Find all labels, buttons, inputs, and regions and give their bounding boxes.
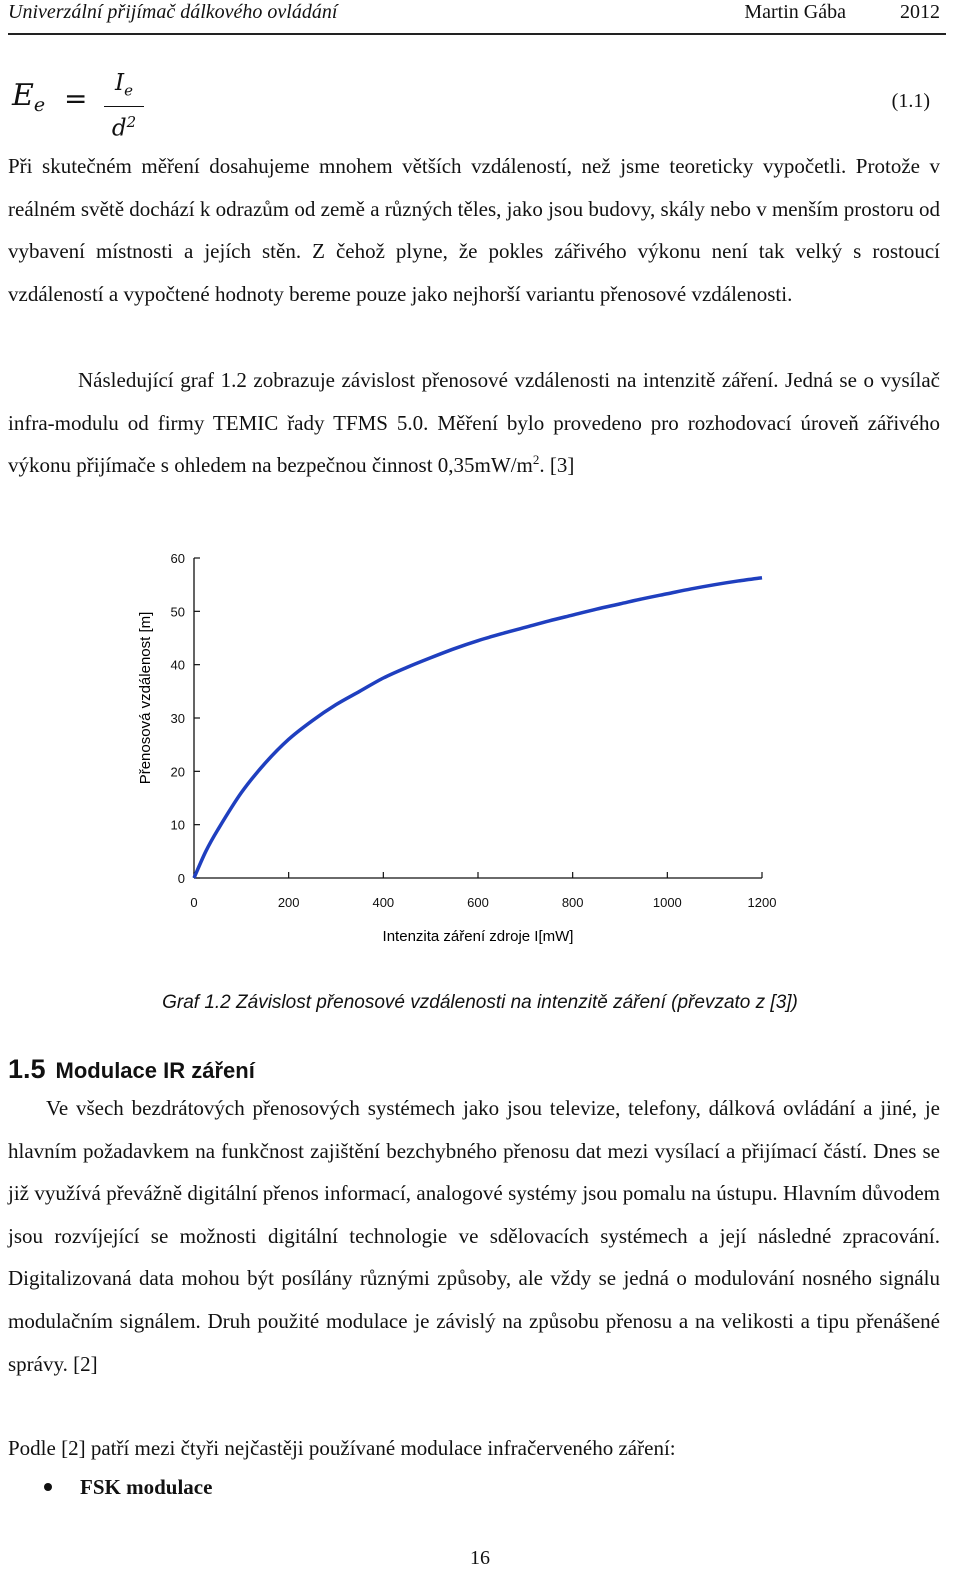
figure-caption: Graf 1.2 Závislost přenosové vzdálenosti na intenzitě záření (převzato z [3]) (162, 992, 798, 1013)
paragraph-1: Při skutečném měření dosahujeme mnohem větších vzdáleností, než jsme teoreticky vypočetli. Protože v reálném světě dochází k odrazům od země a různých těles, jako jsou budovy, skály nebo v menším prostoru od vybavení místnosti a jejích stěn. Z čehož plyne, že pokles zářivého výkonu není tak velký s rostoucí vzdáleností a vypočtené hodnoty bereme pouze jako nejhorší variantu přenosové vzdálenosti. (8, 154, 940, 306)
header-author: Martin Gába (744, 1, 846, 23)
x-tick-label: 200 (277, 895, 300, 910)
list-item: FSK modulace (44, 1475, 212, 1500)
header-title: Univerzální přijímač dálkového ovládání (8, 1, 338, 23)
bullet-icon (44, 1483, 52, 1491)
distance-vs-intensity-chart (130, 545, 830, 965)
section-title: Modulace IR záření (55, 1058, 255, 1083)
x-tick-label: 400 (372, 895, 395, 910)
chart-ticks (171, 551, 777, 910)
chart-series-line (194, 578, 762, 878)
equation-fraction: $\frac{I_e}{d^2}$ (104, 68, 144, 143)
y-tick-label: 30 (170, 711, 185, 726)
equation-1-1 (12, 68, 946, 142)
section-heading (8, 1054, 255, 1085)
y-tick-label: 10 (170, 817, 185, 833)
section-number: 1.5 (8, 1054, 46, 1084)
page-number: 16 (470, 1547, 490, 1569)
paragraph-4: Podle [2] patří mezi čtyři nejčastěji používané modulace infračerveného záření: (8, 1436, 676, 1460)
chart-axes (194, 558, 762, 878)
equation-lhs: $E_e$ (12, 78, 46, 116)
y-tick-label: 0 (177, 871, 185, 886)
paragraph-2: Následující graf 1.2 zobrazuje závislost přenosové vzdálenosti na intenzitě záření. Jedná se o vysílač infra-modulu od firmy TEMIC řady TFMS 5.0. Měření bylo provedeno pro rozhodovací úroveň zářivého výkonu přijímače s ohledem na bezpečnou činnost $0,35mW/m^2$. [3] (8, 368, 940, 478)
paragraph-3: Ve všech bezdrátových přenosových systémech jako jsou televize, telefony, dálková ovládání a jiné, je hlavním požadavkem na funkčnost zajištění bezchybného přenosu dat mezi vysílací a přijímací částí. Dnes se již využívá převážně digitální přenos informací, analogové systémy jsou pomalu na ústupu. Hlavním důvodem jsou rozvíjející se možnosti digitální technologie ve sdělovacích systémech a její následné zpracování. Digitalizovaná data mohou být posílány různými způsoby, ale vždy se jedná o modulování nosného signálu modulačním signálem. Druh použité modulace je závislý na způsobu přenosu a na velikosti a tipu přenášené správy. [2] (8, 1096, 940, 1376)
x-tick-label: 600 (467, 895, 489, 910)
page-header (8, 0, 946, 35)
equation-equals: = (64, 82, 88, 115)
y-tick-label: 40 (170, 657, 185, 673)
header-year: 2012 (900, 1, 940, 23)
chart-y-axis-label: Přenosová vzdálenost [m] (137, 611, 154, 785)
equation-number: (1.1) (891, 90, 930, 112)
y-tick-label: 50 (170, 604, 185, 620)
y-tick-label: 20 (170, 764, 185, 780)
x-tick-label: 1200 (747, 895, 777, 910)
y-tick-label: 60 (170, 551, 185, 566)
x-tick-label: 800 (561, 895, 584, 910)
x-tick-label: 0 (190, 895, 198, 910)
chart-x-axis-label: Intenzita záření zdroje I[mW] (382, 928, 574, 945)
x-tick-label: 1000 (652, 895, 682, 910)
